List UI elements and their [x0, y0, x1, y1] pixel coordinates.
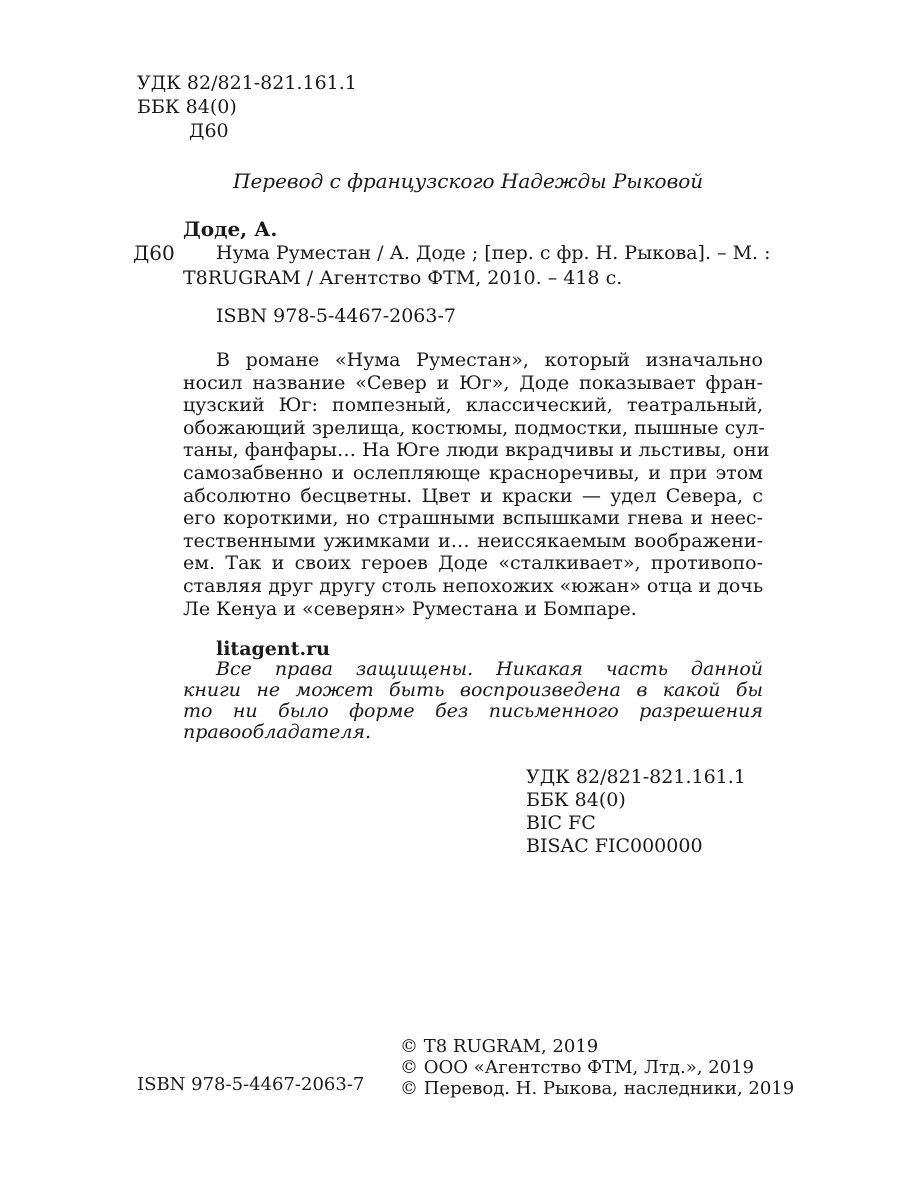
rights-line: Все права защищены. Никакая часть данной: [216, 658, 763, 680]
copyright-line: © ООО «Агентство ФТМ, Лтд.», 2019: [400, 1057, 754, 1078]
annotation-line: абсолютно бесцветны. Цвет и краски — удел Севера, с: [183, 484, 763, 507]
classification-line: BISAC FIC000000: [526, 835, 703, 857]
annotation-line: его короткими, но страшными вспышками гнева и неес-: [183, 507, 763, 530]
classification-line: УДК 82/821-821.161.1: [526, 766, 746, 788]
classification-line: BIC FC: [526, 812, 596, 834]
isbn-record: ISBN 978-5-4467-2063-7: [216, 305, 456, 327]
classification-line: ББК 84(0): [526, 789, 626, 811]
bbk-code: ББК 84(0): [137, 96, 237, 118]
side-author-mark: Д60: [133, 241, 175, 265]
rights-line: правообладателя.: [183, 721, 372, 743]
copyright-line: © T8 RUGRAM, 2019: [400, 1036, 599, 1057]
annotation-line: обожающий зрелища, костюмы, подмостки, пышные сул-: [183, 416, 765, 439]
udk-code: УДК 82/821-821.161.1: [137, 72, 357, 94]
footer-isbn: ISBN 978-5-4467-2063-7: [137, 1074, 365, 1095]
top-codes: [137, 71, 357, 143]
translator-note: Перевод с французского Надежды Рыковой: [233, 169, 704, 193]
annotation-line: тественными ужимками и… неиссякаемым воображени-: [183, 529, 763, 552]
annotation-line: ем. Так и своих героев Доде «сталкивает», противопо-: [183, 552, 763, 575]
annotation-line: ставляя друг другу столь непохожих «южан» отца и дочь: [183, 574, 764, 597]
description-line: Нума Руместан / А. Доде ; [пер. с фр. Н. Рыкова]. – М. :: [216, 242, 771, 264]
bibliographic-description: [183, 241, 771, 291]
rights-line: книги не может быть воспроизведена в какой бы: [183, 679, 763, 701]
annotation-line: Ле Кенуа и «северян» Руместана и Бомпаре.: [183, 597, 637, 620]
annotation: [183, 349, 770, 620]
author-mark: Д60: [189, 120, 229, 142]
copyright-line: © Перевод. Н. Рыкова, наследники, 2019: [400, 1078, 795, 1099]
annotation-line: носил название «Север и Юг», Доде показывает фран-: [183, 371, 763, 394]
site-link[interactable]: litagent.ru: [216, 638, 330, 660]
annotation-line: В романе «Нума Руместан», который изначально: [216, 349, 763, 371]
annotation-line: самозабвенно и ослепляюще красноречивы, и при этом: [183, 461, 763, 484]
description-line: T8RUGRAM / Агентство ФТМ, 2010. – 418 с.: [183, 267, 623, 289]
classification-block: [526, 766, 746, 858]
rights-line: то ни было форме без письменного разрешения: [183, 700, 763, 722]
rights-notice: [183, 659, 763, 743]
annotation-line: таны, фанфары… На Юге люди вкрадчивы и льстивы, они: [183, 439, 770, 462]
annotation-line: цузский Юг: помпезный, классический, театральный,: [183, 394, 763, 417]
copyright-block: [400, 1036, 794, 1099]
author-heading: Доде, А.: [183, 217, 278, 241]
